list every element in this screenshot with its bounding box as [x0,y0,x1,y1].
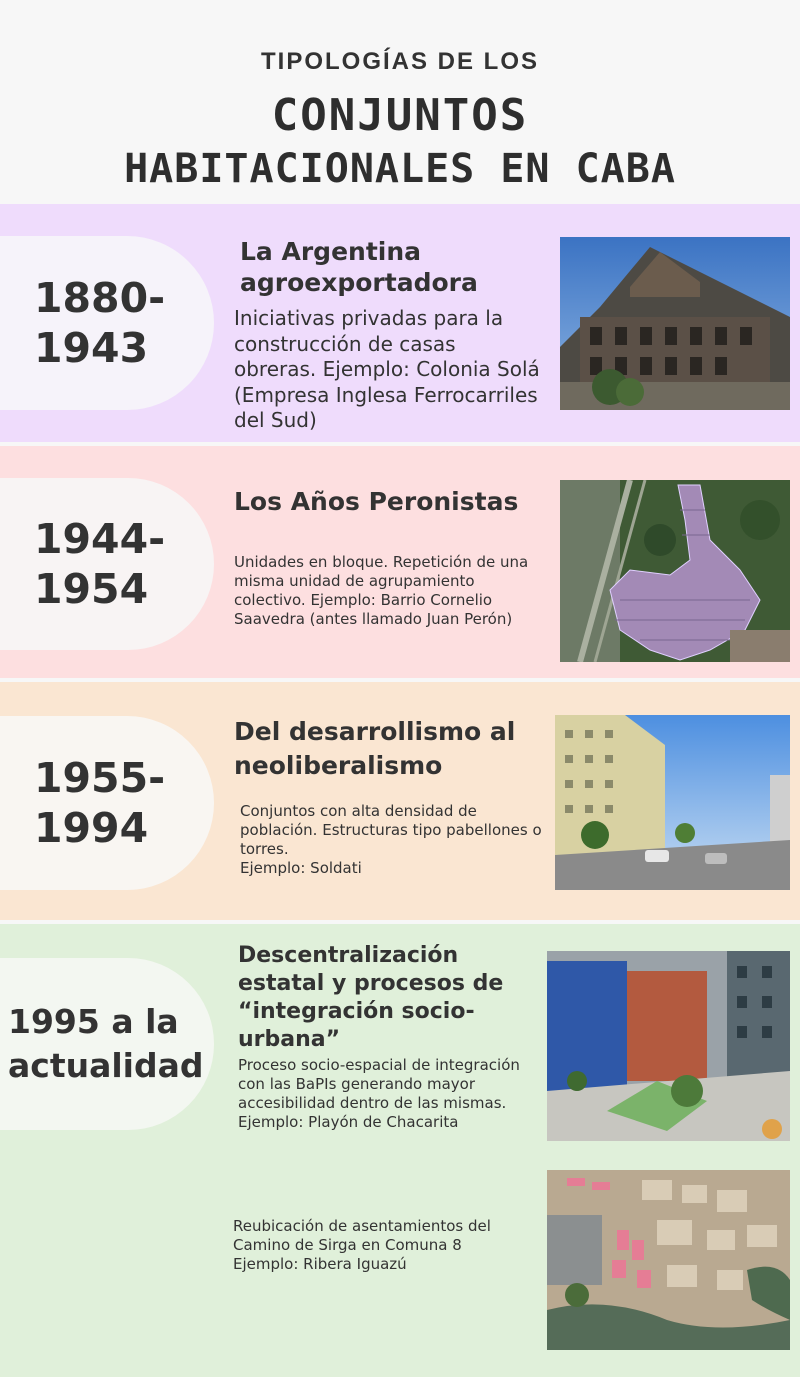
year-pill [0,478,214,650]
old-wooden-building-photo [560,237,790,410]
period-title: Del desarrollismo al neoliberalismo [234,717,516,780]
period-title: Los Años Peronistas [234,487,519,516]
period-band-3 [0,682,800,920]
period-title: La Argentina agroexportadora [240,237,478,297]
title-line-2: HABITACIONALES EN CABA [124,146,676,192]
period-description: Iniciativas privadas para la construcción de casas obreras. Ejemplo: Colonia Solá (Empresa Inglesa Ferrocarriles del Sud) [234,306,540,432]
aerial-riverside-settlement-photo [547,1170,790,1350]
pretitle: TIPOLOGÍAS DE LOS [260,48,540,75]
period-description: Unidades en bloque. Repetición de una misma unidad de agrupamiento colectivo. Ejemplo: Barrio Cornelio Saavedra (antes llamado Juan Perón) [234,553,529,628]
period-description: Proceso socio-espacial de integración con las BaPIs generando mayor accesibilidad dentro de las mismas. Ejemplo: Playón de Chacarita [238,1056,520,1131]
period-band-1 [0,204,800,442]
year-pill [0,958,214,1130]
header [0,0,800,200]
year-label: 1995 a la actualidad [8,1002,204,1085]
period-band-2 [0,446,800,678]
year-label: 1944- 1954 [34,515,166,613]
year-label: 1880- 1943 [34,274,166,372]
period-description: Conjuntos con alta densidad de población. Estructuras tipo pabellones o torres. Ejemplo: Soldati [240,802,542,877]
title-line-1: CONJUNTOS [271,90,529,141]
period-title: Descentralización estatal y procesos de “integración socio-urbana” [238,943,504,1052]
extra-description: Reubicación de asentamientos del Camino de Sirga en Comuna 8 Ejemplo: Ribera Iguazú [233,1217,491,1273]
street-view-towers-photo [555,715,790,890]
urban-plaza-photo [547,951,790,1141]
year-pill [0,716,214,890]
year-pill [0,236,214,410]
aerial-neighborhood-photo [560,480,790,662]
year-label: 1955- 1994 [34,754,166,852]
period-band-4 [0,924,800,1377]
